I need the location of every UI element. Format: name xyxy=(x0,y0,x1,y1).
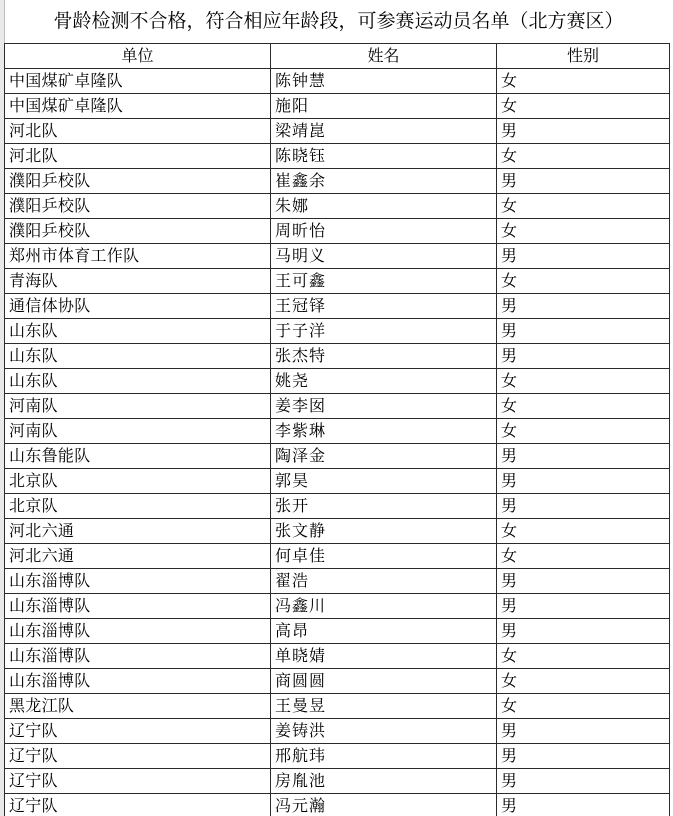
cell-team: 河北队 xyxy=(5,144,271,169)
cell-team: 北京队 xyxy=(5,469,271,494)
column-header-gender: 性别 xyxy=(497,44,670,69)
cell-team: 濮阳乒校队 xyxy=(5,219,271,244)
table-row xyxy=(5,119,670,144)
cell-gender: 女 xyxy=(497,369,670,394)
cell-name: 郭昊 xyxy=(271,469,497,494)
table-row xyxy=(5,69,670,94)
cell-name: 邢航玮 xyxy=(271,744,497,769)
cell-gender: 女 xyxy=(497,394,670,419)
cell-name: 高昂 xyxy=(271,619,497,644)
table-row xyxy=(5,619,670,644)
cell-gender: 女 xyxy=(497,219,670,244)
cell-team: 黑龙江队 xyxy=(5,694,271,719)
cell-name: 姜铸洪 xyxy=(271,719,497,744)
cell-name: 马明义 xyxy=(271,244,497,269)
cell-name: 房胤池 xyxy=(271,769,497,794)
cell-gender: 女 xyxy=(497,419,670,444)
table-row xyxy=(5,769,670,794)
cell-gender: 男 xyxy=(497,319,670,344)
cell-team: 山东淄博队 xyxy=(5,619,271,644)
cell-gender: 男 xyxy=(497,594,670,619)
cell-team: 濮阳乒校队 xyxy=(5,169,271,194)
cell-team: 辽宁队 xyxy=(5,744,271,769)
table-row xyxy=(5,219,670,244)
cell-gender: 男 xyxy=(497,244,670,269)
cell-team: 北京队 xyxy=(5,494,271,519)
cell-team: 辽宁队 xyxy=(5,719,271,744)
column-header-name: 姓名 xyxy=(271,44,497,69)
cell-gender: 女 xyxy=(497,644,670,669)
table-row xyxy=(5,419,670,444)
cell-name: 张杰特 xyxy=(271,344,497,369)
table-row xyxy=(5,569,670,594)
table-row xyxy=(5,669,670,694)
cell-team: 山东鲁能队 xyxy=(5,444,271,469)
cell-name: 梁靖崑 xyxy=(271,119,497,144)
cell-team: 河南队 xyxy=(5,394,271,419)
cell-team: 中国煤矿卓隆队 xyxy=(5,69,271,94)
cell-gender: 男 xyxy=(497,344,670,369)
cell-name: 何卓佳 xyxy=(271,544,497,569)
cell-name: 施阳 xyxy=(271,94,497,119)
cell-gender: 女 xyxy=(497,669,670,694)
cell-gender: 男 xyxy=(497,469,670,494)
cell-name: 崔鑫余 xyxy=(271,169,497,194)
cell-name: 王可鑫 xyxy=(271,269,497,294)
table-row xyxy=(5,594,670,619)
page-title: 骨龄检测不合格，符合相应年龄段，可参赛运动员名单（北方赛区） xyxy=(53,10,624,32)
cell-team: 山东淄博队 xyxy=(5,669,271,694)
cell-team: 通信体协队 xyxy=(5,294,271,319)
cell-name: 王冠铎 xyxy=(271,294,497,319)
cell-gender: 男 xyxy=(497,444,670,469)
table-row xyxy=(5,194,670,219)
cell-gender: 男 xyxy=(497,744,670,769)
cell-gender: 女 xyxy=(497,144,670,169)
cell-gender: 男 xyxy=(497,794,670,816)
cell-name: 翟浩 xyxy=(271,569,497,594)
cell-team: 濮阳乒校队 xyxy=(5,194,271,219)
table-row xyxy=(5,169,670,194)
cell-name: 冯元瀚 xyxy=(271,794,497,816)
cell-team: 河南队 xyxy=(5,419,271,444)
table-row xyxy=(5,369,670,394)
cell-gender: 女 xyxy=(497,94,670,119)
roster-table xyxy=(4,43,670,816)
table-row xyxy=(5,694,670,719)
cell-team: 河北队 xyxy=(5,119,271,144)
table-row xyxy=(5,494,670,519)
table-row xyxy=(5,394,670,419)
cell-gender: 男 xyxy=(497,769,670,794)
table-row xyxy=(5,244,670,269)
table-row xyxy=(5,144,670,169)
cell-name: 张开 xyxy=(271,494,497,519)
cell-team: 山东队 xyxy=(5,344,271,369)
cell-name: 周昕怡 xyxy=(271,219,497,244)
cell-name: 陶泽金 xyxy=(271,444,497,469)
cell-gender: 男 xyxy=(497,569,670,594)
cell-name: 商圆圆 xyxy=(271,669,497,694)
cell-gender: 男 xyxy=(497,719,670,744)
cell-gender: 女 xyxy=(497,194,670,219)
cell-gender: 男 xyxy=(497,119,670,144)
cell-gender: 男 xyxy=(497,619,670,644)
table-row xyxy=(5,269,670,294)
cell-team: 山东淄博队 xyxy=(5,644,271,669)
roster-body xyxy=(5,69,670,816)
cell-team: 青海队 xyxy=(5,269,271,294)
cell-gender: 男 xyxy=(497,169,670,194)
table-row xyxy=(5,444,670,469)
cell-name: 王曼昱 xyxy=(271,694,497,719)
cell-name: 陈晓钰 xyxy=(271,144,497,169)
cell-gender: 女 xyxy=(497,69,670,94)
cell-team: 郑州市体育工作队 xyxy=(5,244,271,269)
cell-name: 张文静 xyxy=(271,519,497,544)
cell-team: 山东队 xyxy=(5,319,271,344)
cell-team: 山东淄博队 xyxy=(5,569,271,594)
cell-team: 中国煤矿卓隆队 xyxy=(5,94,271,119)
table-row xyxy=(5,344,670,369)
cell-gender: 男 xyxy=(497,294,670,319)
cell-name: 姜李囡 xyxy=(271,394,497,419)
table-row xyxy=(5,744,670,769)
table-row xyxy=(5,544,670,569)
cell-team: 河北六通 xyxy=(5,544,271,569)
cell-gender: 女 xyxy=(497,519,670,544)
table-row xyxy=(5,719,670,744)
table-row xyxy=(5,519,670,544)
cell-name: 朱娜 xyxy=(271,194,497,219)
table-row xyxy=(5,469,670,494)
cell-gender: 男 xyxy=(497,494,670,519)
table-row xyxy=(5,644,670,669)
cell-gender: 女 xyxy=(497,269,670,294)
cell-name: 于子洋 xyxy=(271,319,497,344)
cell-team: 山东队 xyxy=(5,369,271,394)
cell-name: 姚尧 xyxy=(271,369,497,394)
table-row xyxy=(5,94,670,119)
cell-name: 陈钟慧 xyxy=(271,69,497,94)
header-row xyxy=(5,44,670,69)
table-row xyxy=(5,794,670,816)
cell-name: 李紫琳 xyxy=(271,419,497,444)
cell-name: 冯鑫川 xyxy=(271,594,497,619)
column-header-team: 单位 xyxy=(5,44,271,69)
table-row xyxy=(5,319,670,344)
cell-team: 河北六通 xyxy=(5,519,271,544)
cell-team: 山东淄博队 xyxy=(5,594,271,619)
cell-gender: 女 xyxy=(497,544,670,569)
cell-name: 单晓婧 xyxy=(271,644,497,669)
cell-gender: 女 xyxy=(497,694,670,719)
cell-team: 辽宁队 xyxy=(5,794,271,816)
cell-team: 辽宁队 xyxy=(5,769,271,794)
table-row xyxy=(5,294,670,319)
